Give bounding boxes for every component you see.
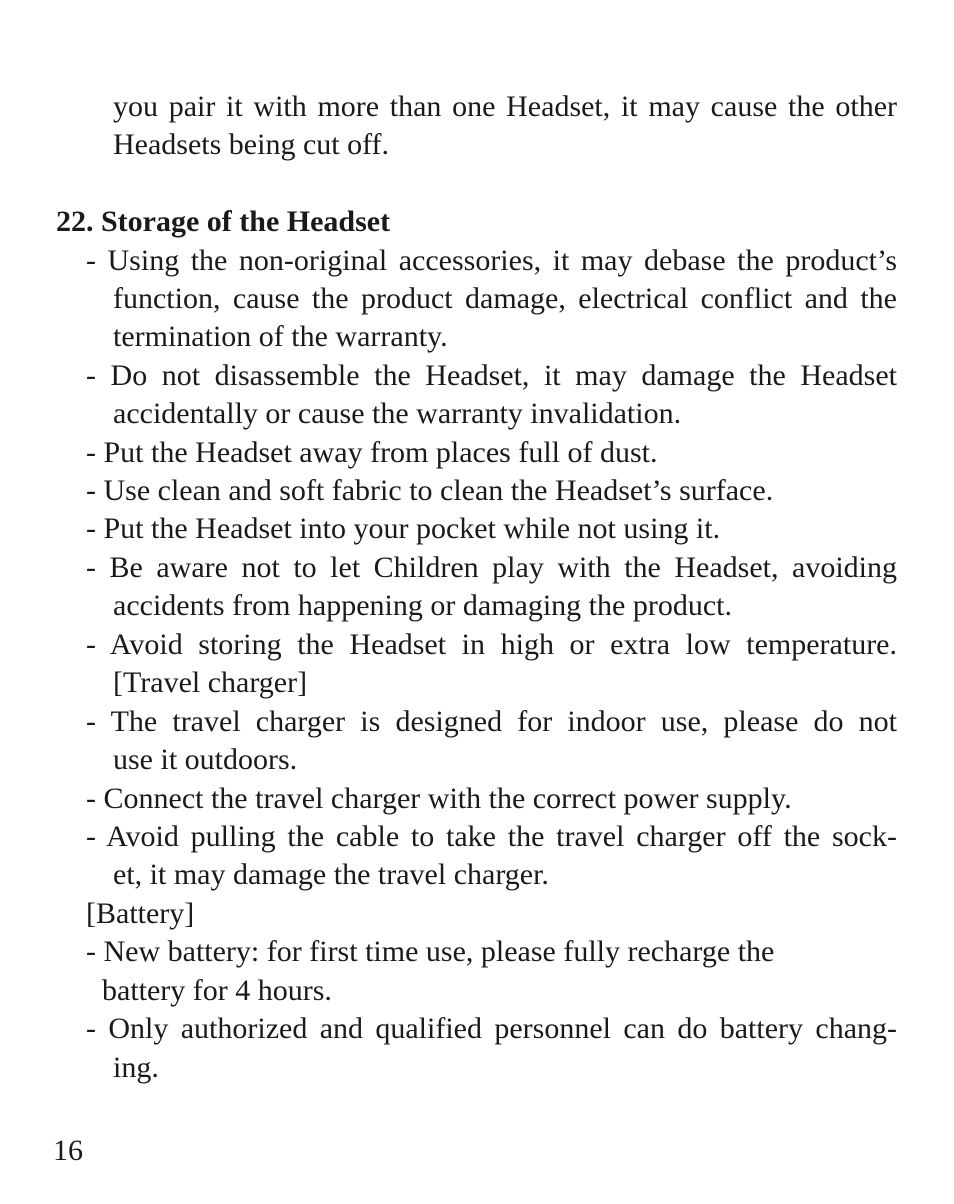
section-line-2: function, cause the product damage, electrical conflict and the — [113, 282, 897, 315]
section-line-11: - Avoid storing the Headset in high or extra low temperature. — [86, 628, 897, 661]
section-line-20: battery for 4 hours. — [102, 974, 332, 1007]
section-line-16: - Avoid pulling the cable to take the travel charger off the sock- — [86, 820, 897, 853]
section-line-8: - Put the Headset into your pocket while not using it. — [86, 512, 721, 545]
section-line-1: - Using the non-original accessories, it may debase the product’s — [86, 244, 897, 277]
section-heading: 22. Storage of the Headset — [56, 205, 391, 238]
section-line-21: - Only authorized and qualified personnel can do battery chang- — [86, 1012, 897, 1045]
section-line-18: [Battery] — [86, 897, 195, 930]
section-line-22: ing. — [113, 1051, 159, 1084]
section-line-4: - Do not disassemble the Headset, it may damage the Headset — [86, 359, 897, 392]
section-line-19: - New battery: for first time use, please fully recharge the — [86, 935, 775, 968]
section-line-7: - Use clean and soft fabric to clean the Headset’s surface. — [86, 474, 774, 507]
section-line-9: - Be aware not to let Children play with the Headset, avoiding — [86, 551, 897, 584]
page-number: 16 — [53, 1134, 83, 1167]
continuation-line-2: Headsets being cut off. — [113, 128, 390, 161]
section-line-13: - The travel charger is designed for indoor use, please do not — [86, 705, 897, 738]
section-line-6: - Put the Headset away from places full of dust. — [86, 436, 658, 469]
section-line-14: use it outdoors. — [113, 743, 298, 776]
section-line-10: accidents from happening or damaging the product. — [113, 589, 732, 622]
continuation-line-1: you pair it with more than one Headset, it may cause the other — [113, 90, 897, 123]
section-line-17: et, it may damage the travel charger. — [113, 858, 549, 891]
section-line-12: [Travel charger] — [113, 666, 308, 699]
section-line-3: termination of the warranty. — [113, 320, 448, 353]
section-line-5: accidentally or cause the warranty invalidation. — [113, 397, 682, 430]
section-line-15: - Connect the travel charger with the correct power supply. — [86, 782, 792, 815]
